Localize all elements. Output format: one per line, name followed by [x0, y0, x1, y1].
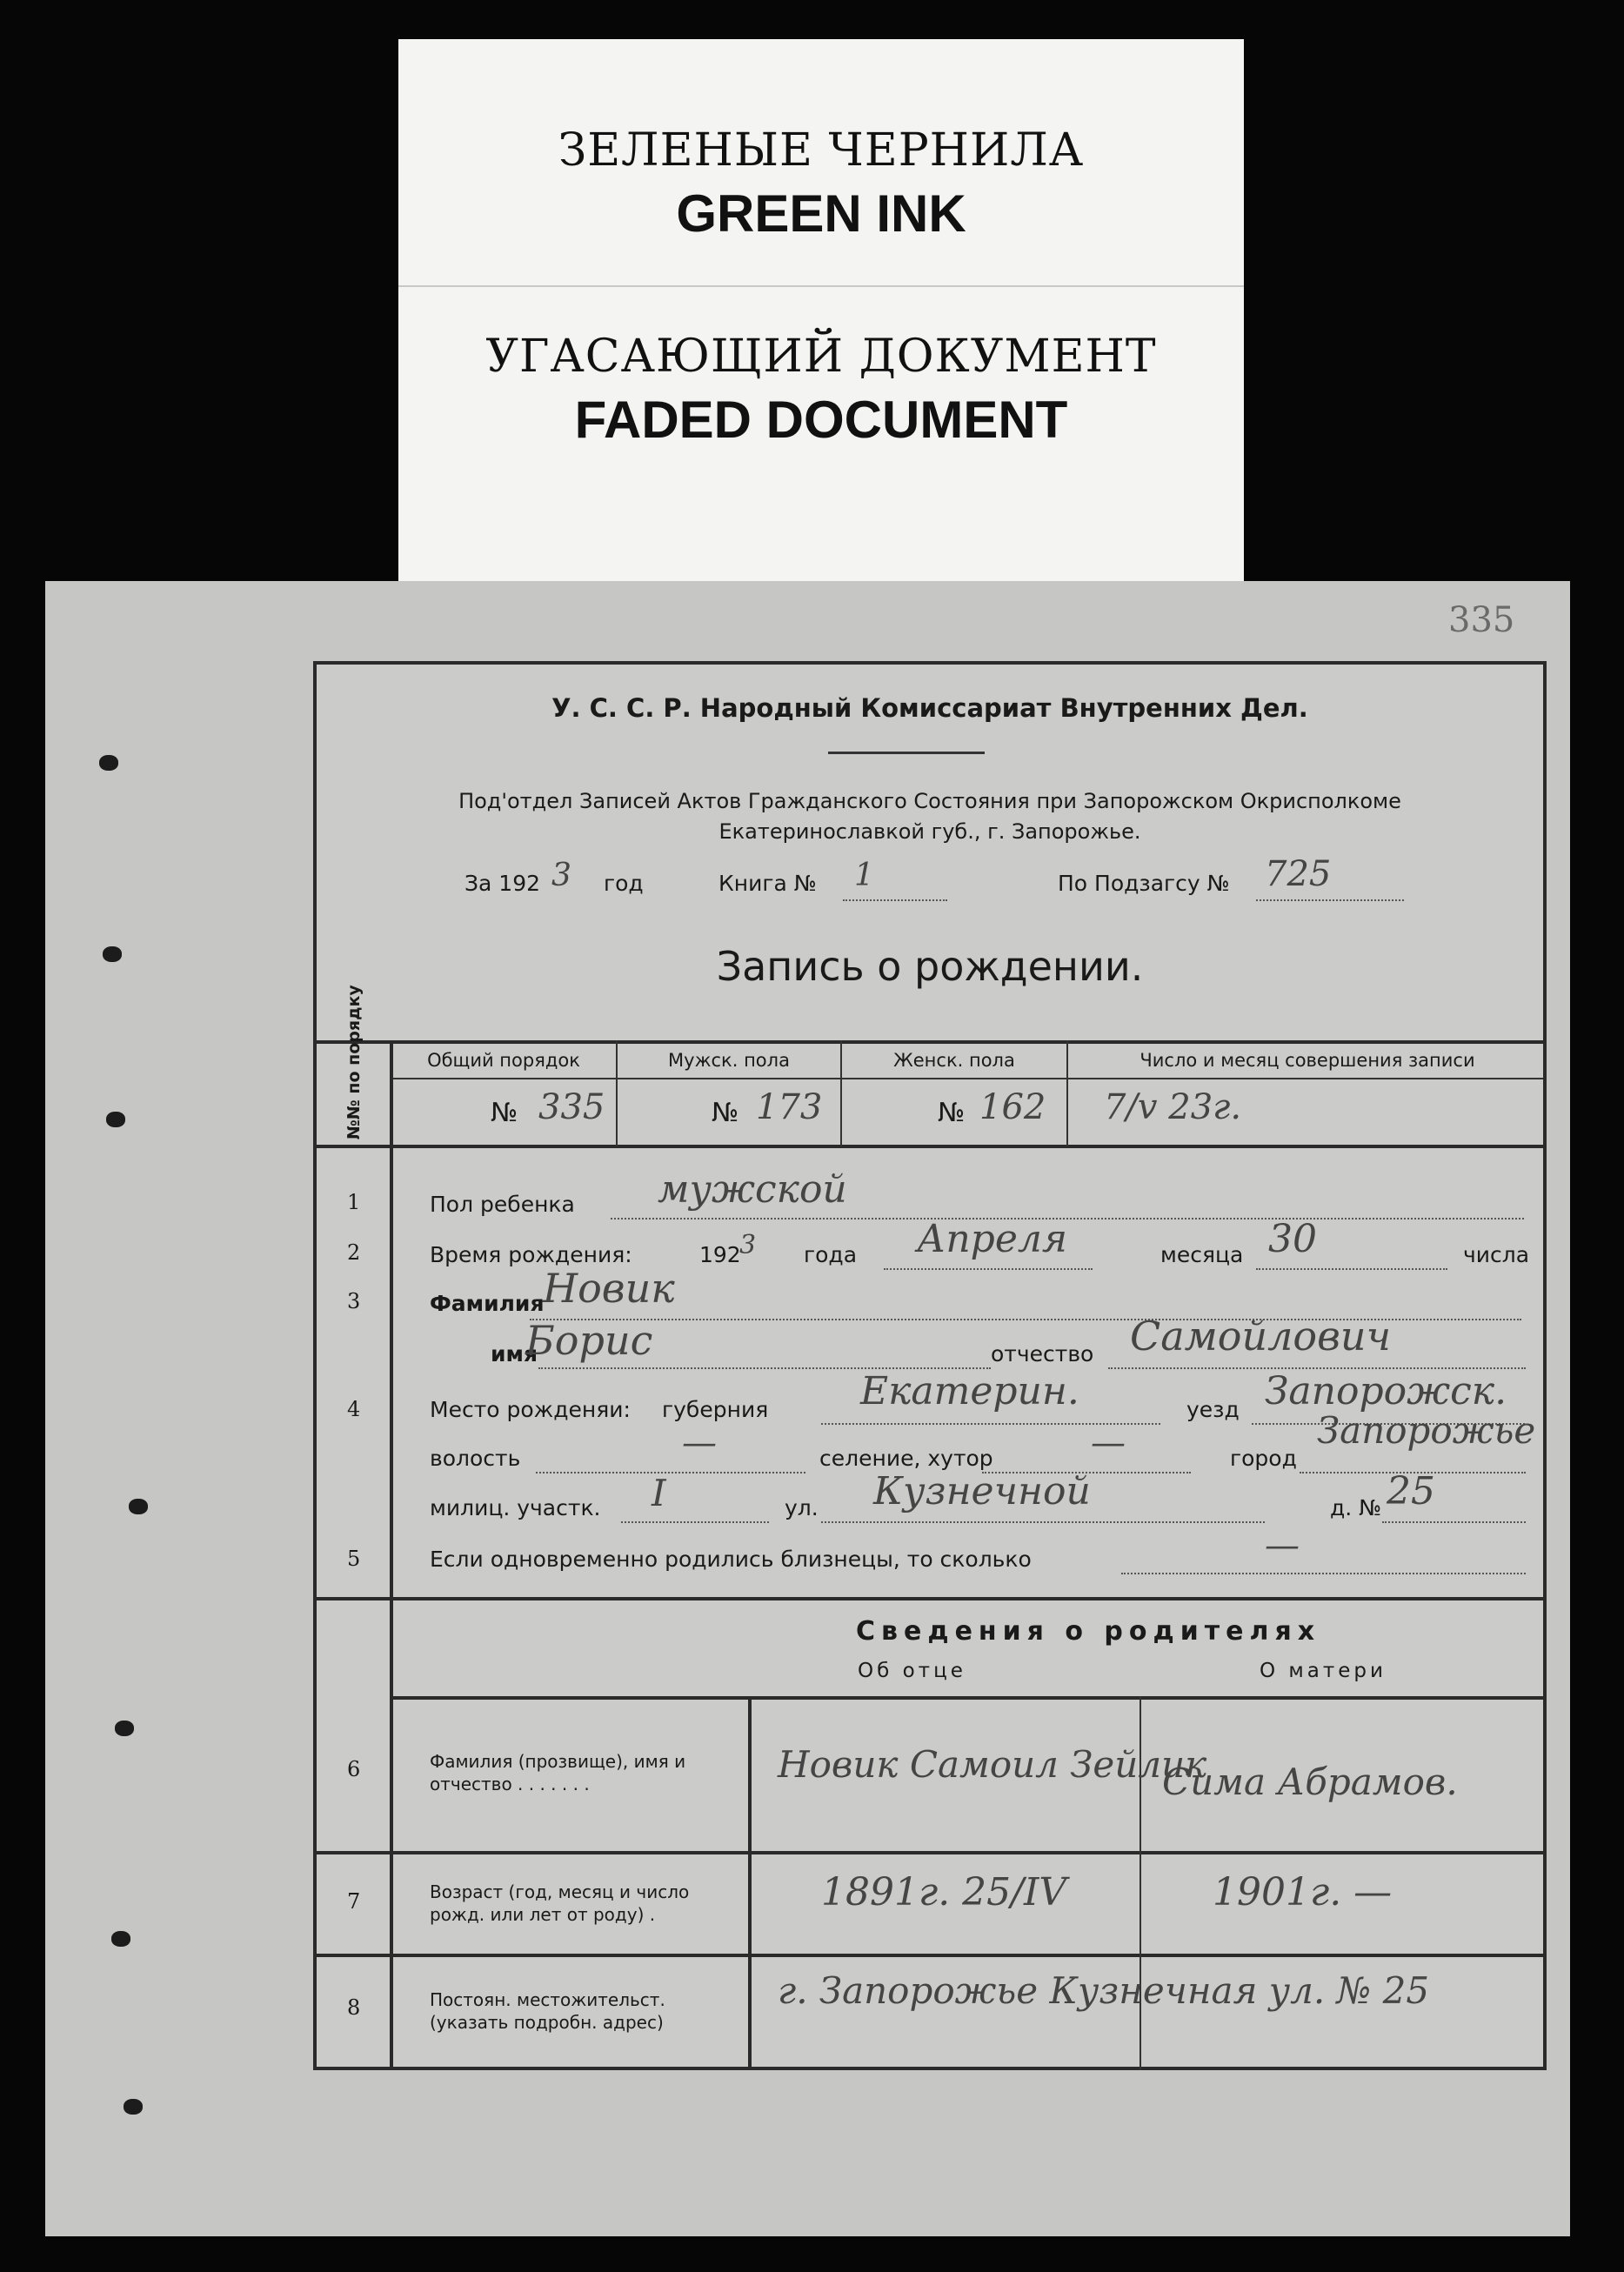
year-suffix: год: [604, 871, 644, 896]
parents-label-column-border: [748, 1696, 752, 2070]
father-column-header: Об отце: [858, 1660, 966, 1682]
birth-day-underline: [1256, 1268, 1447, 1270]
surname-label: Фамилия: [430, 1291, 545, 1316]
year-label: За 192: [464, 871, 541, 896]
form-title: У. С. С. Р. Народный Комиссариат Внутренних Дел.: [551, 693, 1308, 723]
general-order-header: Общий порядок: [427, 1050, 580, 1071]
birth-year-prefix: 192: [699, 1242, 741, 1267]
punch-hole: [111, 1931, 130, 1947]
birth-year-handwritten: 3: [739, 1230, 757, 1260]
father-address: г. Запорожье Кузнечная ул. № 25: [778, 1969, 1430, 2012]
row-number: 5: [347, 1547, 361, 1571]
male-order-value: 173: [756, 1087, 823, 1127]
father-birth-date: 1891г. 25/IV: [821, 1870, 1067, 1914]
punch-hole: [115, 1721, 134, 1736]
book-underline: [843, 899, 947, 901]
female-header: Женск. пола: [893, 1050, 1015, 1071]
province-value: Екатерин.: [860, 1369, 1079, 1413]
parents-address-label: Постоян. местожительст. (указать подробн. адрес): [430, 1989, 665, 2033]
green-ink-label-ru: ЗЕЛЕНЫЕ ЧЕРНИЛА: [558, 124, 1085, 177]
parents-heading: Сведения о родителях: [856, 1616, 1321, 1647]
female-no-sign: №: [938, 1098, 966, 1128]
birth-day-value: 30: [1268, 1217, 1317, 1261]
birth-time-label: Время рождения:: [430, 1242, 632, 1267]
volost-value: —: [682, 1423, 717, 1463]
day-word: числа: [1463, 1242, 1530, 1267]
house-label: д. №: [1330, 1495, 1382, 1520]
province-label: губерния: [662, 1397, 769, 1422]
book-label: Книга №: [718, 871, 817, 896]
city-value: Запорожье: [1317, 1409, 1536, 1452]
parents-row-divider: [317, 1954, 1543, 1957]
volost-underline: [536, 1472, 805, 1473]
name-value: Борис: [525, 1317, 653, 1364]
city-label: город: [1230, 1446, 1297, 1471]
row-number: 1: [347, 1190, 361, 1214]
birth-record-form: [313, 661, 1547, 2070]
subsection-underline: [1256, 899, 1404, 901]
militia-label: милиц. участк.: [430, 1495, 601, 1520]
subsection-handwritten: 725: [1265, 854, 1332, 894]
birthplace-label: Место рожденяи:: [430, 1397, 631, 1422]
record-date-value: 7/v 23г.: [1104, 1087, 1242, 1127]
volost-label: волость: [430, 1446, 521, 1471]
general-no-sign: №: [491, 1098, 518, 1128]
district-label: уезд: [1186, 1397, 1240, 1422]
birth-month-underline: [884, 1268, 1093, 1270]
male-header: Мужск. пола: [668, 1050, 790, 1071]
militia-value: I: [652, 1472, 666, 1514]
office-line-1: Под'отдел Записей Актов Гражданского Состояния при Запорожском Окрисполкоме: [458, 789, 1401, 813]
parents-table-top: [390, 1696, 1543, 1700]
patronymic-label: отчество: [991, 1341, 1094, 1367]
row-number: 4: [347, 1397, 361, 1421]
sex-label: Пол ребенка: [430, 1192, 575, 1217]
street-label: ул.: [785, 1495, 819, 1520]
patronymic-value: Самойлович: [1130, 1313, 1392, 1360]
punch-hole: [99, 755, 118, 771]
green-ink-label-en: GREEN INK: [676, 184, 966, 243]
village-value: —: [1091, 1423, 1126, 1463]
female-order-value: 162: [979, 1087, 1046, 1127]
twins-label: Если одновременно родились близнецы, то сколько: [430, 1547, 1032, 1572]
punch-hole: [129, 1499, 148, 1514]
birth-month-value: Апреля: [917, 1217, 1068, 1261]
book-handwritten: 1: [854, 858, 874, 893]
row-number-column-border: [390, 1040, 393, 2070]
village-label: селение, хутор: [819, 1446, 993, 1471]
row-number: 7: [347, 1889, 361, 1914]
subsection-label: По Подзагсу №: [1058, 871, 1230, 896]
record-title: Запись о рождении.: [716, 943, 1144, 990]
faded-document-label-ru: УГАСАЮЩИЙ ДОКУМЕНТ: [485, 331, 1157, 383]
name-label: имя: [491, 1341, 538, 1367]
mother-full-name: Сима Абрамов.: [1162, 1761, 1458, 1803]
punch-hole: [124, 2099, 143, 2115]
table-header-underline: [390, 1078, 1543, 1079]
row-number: 2: [347, 1240, 361, 1265]
row-number-header: №№ по порядку: [344, 985, 364, 1139]
table-bottom-border: [317, 1145, 1543, 1148]
year-handwritten: 3: [551, 858, 571, 893]
parents-section-border: [317, 1597, 1543, 1600]
street-underline: [821, 1521, 1265, 1523]
district-value: Запорожск.: [1265, 1369, 1507, 1413]
faded-document-label-en: FADED DOCUMENT: [574, 391, 1068, 449]
parents-name-label: Фамилия (прозвище), имя и отчество . . . . . . .: [430, 1751, 686, 1794]
sex-value: мужской: [658, 1167, 847, 1212]
militia-underline: [621, 1521, 769, 1523]
record-date-header: Число и месяц совершения записи: [1139, 1050, 1475, 1071]
row-number: 3: [347, 1289, 361, 1313]
office-line-2: Екатеринославкой губ., г. Запорожье.: [718, 819, 1141, 844]
male-no-sign: №: [712, 1098, 739, 1128]
twins-underline: [1121, 1573, 1526, 1574]
parents-age-label: Возраст (год, месяц и число рожд. или лет от роду) .: [430, 1881, 690, 1925]
title-divider: [828, 752, 985, 754]
parents-row-divider: [317, 1851, 1543, 1854]
punch-hole: [106, 1112, 125, 1127]
father-full-name: Новик Самоил Зейлик: [778, 1743, 1207, 1786]
twins-value: —: [1265, 1526, 1300, 1566]
mother-column-header: О матери: [1260, 1660, 1387, 1682]
surname-value: Новик: [543, 1265, 675, 1312]
punch-hole: [103, 946, 122, 962]
street-value: Кузнечной: [873, 1469, 1091, 1514]
faded-document-label: [398, 285, 1244, 585]
mother-birth-date: 1901г. —: [1213, 1870, 1393, 1914]
row-number: 6: [347, 1757, 361, 1781]
row-number: 8: [347, 1995, 361, 2020]
year-word: года: [804, 1242, 858, 1267]
green-ink-label: [398, 39, 1244, 291]
month-word: месяца: [1160, 1242, 1244, 1267]
house-value: 25: [1387, 1469, 1435, 1514]
general-order-value: 335: [538, 1087, 605, 1127]
table-top-border: [317, 1040, 1543, 1044]
archive-stamp-number: 335: [1448, 600, 1515, 640]
house-underline: [1382, 1521, 1526, 1523]
